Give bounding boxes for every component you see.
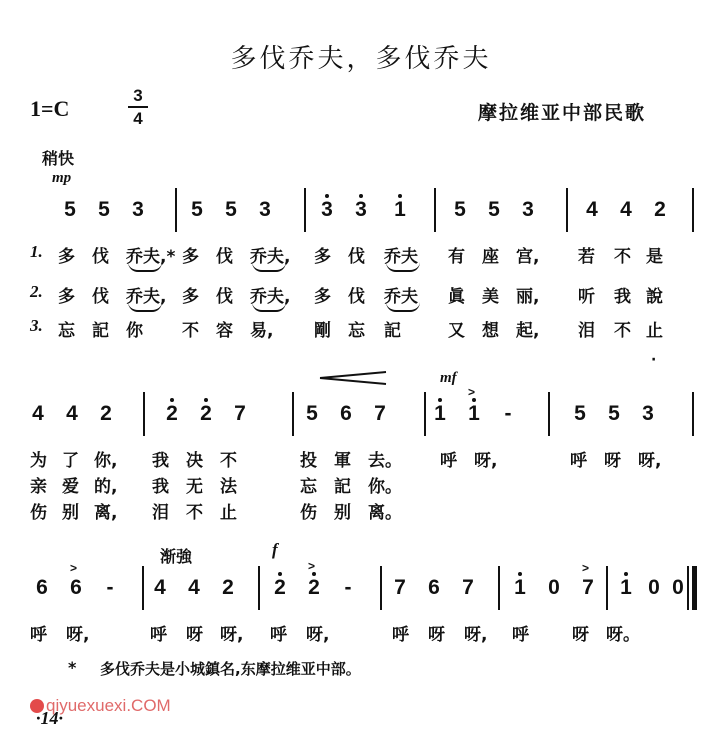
lyric-syllable: 呀, xyxy=(474,451,498,471)
footnote-text: 多伐乔夫是小城鎮名,东摩拉维亚中部。 xyxy=(100,660,361,678)
tempo-marking: 稍快 xyxy=(42,149,75,168)
note: 7 xyxy=(234,402,246,425)
lyric-syllable: 离, xyxy=(94,503,118,523)
lyric-syllable: 呼 xyxy=(392,625,409,645)
octave-dot xyxy=(438,398,442,402)
note: 1 xyxy=(614,576,638,600)
lyric-syllable: 想 xyxy=(482,321,499,341)
barline xyxy=(175,188,177,232)
barline xyxy=(424,392,426,436)
lyric-syllable: 投 xyxy=(300,451,317,471)
note: 6 xyxy=(428,576,440,599)
key-signature: 1=C xyxy=(30,96,70,121)
song-title: 多伐乔夫，多伐乔夫 xyxy=(230,44,492,74)
lyric-syllable: 呀, xyxy=(464,625,488,645)
lyric-syllable: 有 xyxy=(448,247,465,267)
lyric-syllable: 乔夫, xyxy=(250,287,291,307)
note: 6 xyxy=(340,402,352,425)
note: 3 xyxy=(259,198,271,221)
lyric-syllable: 别 xyxy=(334,503,351,523)
lyric-syllable: 多 xyxy=(182,247,199,267)
lyric-syllable: 呀 xyxy=(572,625,589,645)
note: 4 xyxy=(32,402,44,425)
lyric-syllable: 决 xyxy=(186,451,203,471)
barline xyxy=(143,392,145,436)
lyric-syllable: 伐 xyxy=(216,247,233,267)
lyric-syllable: 容 xyxy=(216,321,233,341)
watermark-text: qiyuexuexi.COM xyxy=(46,696,171,715)
barline xyxy=(434,188,436,232)
note: 4 xyxy=(620,198,632,221)
note: 5 xyxy=(454,198,466,221)
note: 2 xyxy=(160,402,184,426)
note: 2 xyxy=(100,402,112,425)
note: 3 xyxy=(349,198,373,222)
lyric-syllable: 不 xyxy=(614,321,631,341)
note: 6 xyxy=(36,576,48,599)
accent-mark: > xyxy=(582,561,590,575)
barline xyxy=(292,392,294,436)
lyric-syllable: 忘 xyxy=(300,477,317,497)
barline xyxy=(692,188,694,232)
note: 1 xyxy=(508,576,532,600)
lyric-syllable: 乔夫, xyxy=(250,247,291,267)
lyric-syllable: 多 xyxy=(58,287,75,307)
lyric-syllable: 不 xyxy=(182,321,199,341)
lyric-syllable: 呀, xyxy=(66,625,90,645)
note: 5 xyxy=(64,198,76,221)
lyric-syllable: 别 xyxy=(62,503,79,523)
note: 4 xyxy=(66,402,78,425)
barline xyxy=(606,566,608,610)
lyric-syllable: 伤 xyxy=(300,503,317,523)
staff-system-1 xyxy=(0,188,722,236)
note: 1 xyxy=(388,198,412,222)
note: > 1 xyxy=(462,402,486,426)
time-signature-bottom: 4 xyxy=(133,109,143,128)
note: 7 xyxy=(394,576,406,599)
fermata-dot: · xyxy=(651,352,657,368)
lyric-syllable: 为 xyxy=(30,451,47,471)
crescendo-text: 渐強 xyxy=(160,547,193,566)
lyric-syllable: 法 xyxy=(220,477,237,497)
lyric-syllable: 呼 xyxy=(30,625,47,645)
note: 2 xyxy=(222,576,234,599)
note: 5 xyxy=(488,198,500,221)
time-signature xyxy=(128,86,148,128)
lyric-syllable: 泪 xyxy=(578,321,595,341)
lyric-syllable: 軍 xyxy=(334,451,351,471)
lyric-syllable: 呀 xyxy=(186,625,203,645)
time-signature-top: 3 xyxy=(133,86,143,105)
lyric-syllable: 呼 xyxy=(440,451,457,471)
lyric-syllable: 你。 xyxy=(368,477,402,497)
note: 2 xyxy=(654,198,666,221)
lyric-syllable: 泪 xyxy=(152,503,169,523)
lyric-syllable: 我 xyxy=(152,451,169,471)
lyric-syllable: 乔夫,* xyxy=(126,247,176,267)
lyric-syllable: 眞 xyxy=(448,287,465,307)
lyric-syllable: 呼 xyxy=(570,451,587,471)
lyric-syllable: 是 xyxy=(646,247,663,267)
lyric-syllable: 忘 xyxy=(348,321,365,341)
lyric-syllable: 听 xyxy=(578,287,595,307)
barline xyxy=(380,566,382,610)
lyric-syllable: 我 xyxy=(614,287,631,307)
slur xyxy=(128,302,162,312)
accent-mark: > xyxy=(468,385,476,399)
lyric-syllable: 的, xyxy=(94,477,118,497)
barline xyxy=(548,392,550,436)
lyric-syllable: 离。 xyxy=(368,503,402,523)
crescendo-hairpin xyxy=(318,370,388,386)
lyric-syllable: 座 xyxy=(482,247,499,267)
slur xyxy=(386,262,420,272)
lyric-syllable: 呼 xyxy=(270,625,287,645)
lyric-syllable: 多 xyxy=(58,247,75,267)
note: 4 xyxy=(586,198,598,221)
lyric-syllable: 剛 xyxy=(314,321,331,341)
note: 3 xyxy=(132,198,144,221)
lyric-syllable: 了 xyxy=(62,451,79,471)
barline xyxy=(692,392,694,436)
lyric-syllable: 伐 xyxy=(348,247,365,267)
lyric-syllable: 不 xyxy=(614,247,631,267)
note: 4 xyxy=(188,576,200,599)
octave-dot xyxy=(398,194,402,198)
lyric-syllable: 記 xyxy=(334,477,351,497)
lyric-syllable: 止 xyxy=(646,321,663,341)
song-origin: 摩拉维亚中部民歌 xyxy=(478,102,647,124)
lyric-syllable: 去。 xyxy=(368,451,402,471)
accent-mark: > xyxy=(70,561,78,575)
accent-mark: > xyxy=(308,559,316,573)
lyric-syllable: 呀, xyxy=(306,625,330,645)
note: - xyxy=(106,576,114,599)
lyric-syllable: 呀 xyxy=(428,625,445,645)
lyric-syllable: 起, xyxy=(516,321,540,341)
lyric-syllable: 忘 xyxy=(58,321,75,341)
lyric-syllable: 多 xyxy=(314,287,331,307)
lyric-syllable: 乔夫 xyxy=(384,247,418,267)
lyric-syllable: 伐 xyxy=(92,247,109,267)
page-number: ·14· xyxy=(36,708,63,728)
lyric-syllable: 止 xyxy=(220,503,237,523)
note: 2 xyxy=(268,576,292,600)
note: > 2 xyxy=(302,576,326,600)
lyric-syllable: 易, xyxy=(250,321,274,341)
lyric-syllable: 說 xyxy=(646,287,663,307)
note: 3 xyxy=(522,198,534,221)
lyric-syllable: 若 xyxy=(578,247,595,267)
note: 3 xyxy=(315,198,339,222)
lyric-syllable: 多 xyxy=(182,287,199,307)
lyric-syllable: 无 xyxy=(186,477,203,497)
note: 5 xyxy=(306,402,318,425)
lyric-syllable: 呼 xyxy=(512,625,529,645)
verse-number: 1. xyxy=(30,242,43,261)
lyric-syllable: 呀。 xyxy=(606,625,640,645)
lyric-syllable: 多 xyxy=(314,247,331,267)
lyric-syllable: 伐 xyxy=(92,287,109,307)
lyric-syllable: 呀 xyxy=(604,451,621,471)
staff-system-3 xyxy=(0,559,722,614)
note: 5 xyxy=(191,198,203,221)
slur xyxy=(252,262,286,272)
note: 2 xyxy=(194,402,218,426)
note: 5 xyxy=(225,198,237,221)
note: 5 xyxy=(608,402,620,425)
note: > 6 xyxy=(64,576,88,600)
lyric-syllable: 丽, xyxy=(516,287,540,307)
note: > 7 xyxy=(576,576,600,600)
verse-number: 3. xyxy=(30,316,43,335)
lyric-syllable: 又 xyxy=(448,321,465,341)
dynamic-mf: mf xyxy=(440,370,457,386)
slur xyxy=(128,262,162,272)
lyric-syllable: 呼 xyxy=(150,625,167,645)
lyric-syllable: 不 xyxy=(220,451,237,471)
slur xyxy=(386,302,420,312)
octave-dot xyxy=(204,398,208,402)
dynamic-mp: mp xyxy=(52,170,72,186)
barline xyxy=(304,188,306,232)
note: 0 xyxy=(548,576,560,599)
lyric-syllable: 宫, xyxy=(516,247,540,267)
octave-dot xyxy=(278,572,282,576)
final-barline xyxy=(692,566,697,610)
lyric-syllable: 不 xyxy=(186,503,203,523)
lyric-syllable: 呀, xyxy=(638,451,662,471)
octave-dot xyxy=(624,572,628,576)
octave-dot xyxy=(359,194,363,198)
note: - xyxy=(344,576,352,599)
note: 1 xyxy=(428,402,452,426)
barline xyxy=(498,566,500,610)
lyric-syllable: 伐 xyxy=(348,287,365,307)
note: 3 xyxy=(642,402,654,425)
note: 5 xyxy=(574,402,586,425)
octave-dot xyxy=(170,398,174,402)
lyric-syllable: 記 xyxy=(92,321,109,341)
octave-dot xyxy=(518,572,522,576)
note: 7 xyxy=(462,576,474,599)
note: - xyxy=(504,402,512,425)
lyric-syllable: 我 xyxy=(152,477,169,497)
lyric-syllable: 呀, xyxy=(220,625,244,645)
dynamic-f: f xyxy=(272,540,278,559)
slur xyxy=(252,302,286,312)
lyric-syllable: 你, xyxy=(94,451,118,471)
barline xyxy=(258,566,260,610)
lyric-syllable: 乔夫 xyxy=(384,287,418,307)
note: 4 xyxy=(154,576,166,599)
note: 0 xyxy=(672,576,684,599)
lyric-syllable: 你 xyxy=(126,321,143,341)
note: 7 xyxy=(374,402,386,425)
octave-dot xyxy=(325,194,329,198)
note: 5 xyxy=(98,198,110,221)
footnote-mark: * xyxy=(68,658,77,677)
barline xyxy=(566,188,568,232)
staff-system-2 xyxy=(0,385,722,440)
barline xyxy=(142,566,144,610)
lyric-syllable: 記 xyxy=(384,321,401,341)
lyric-syllable: 爱 xyxy=(62,477,79,497)
lyric-syllable: 伤 xyxy=(30,503,47,523)
verse-number: 2. xyxy=(30,282,43,301)
lyric-syllable: 乔夫, xyxy=(126,287,167,307)
lyric-syllable: 伐 xyxy=(216,287,233,307)
lyric-syllable: 亲 xyxy=(30,477,47,497)
note: 0 xyxy=(648,576,660,599)
lyric-syllable: 美 xyxy=(482,287,499,307)
